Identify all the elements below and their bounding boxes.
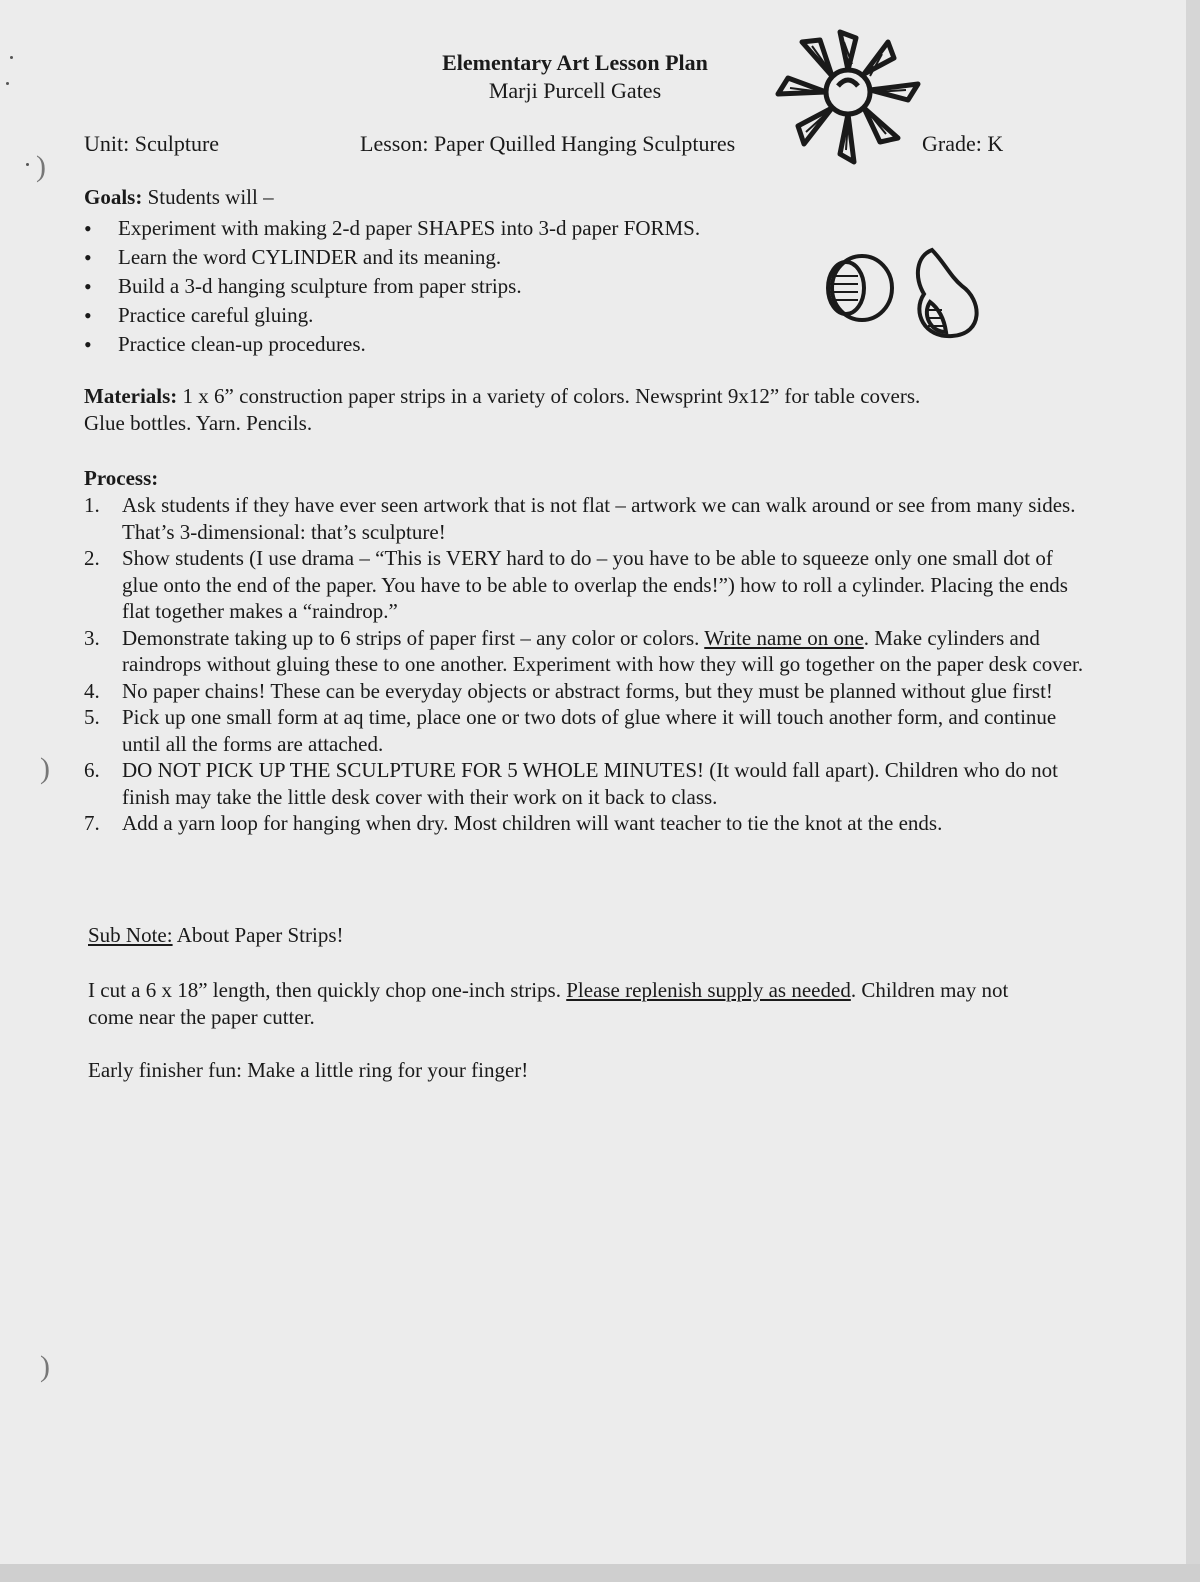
process-step xyxy=(84,704,1084,757)
scanner-edge-right xyxy=(1186,0,1200,1582)
step-text: DO NOT PICK UP THE SCULPTURE FOR 5 WHOLE MINUTES! (It would fall apart). Children who do not finish may take the little desk cover with their work on it back to class. xyxy=(122,758,1059,809)
process-step xyxy=(84,545,1084,625)
sub-note-text-after: . Children may not come near the paper cutter. xyxy=(88,978,1009,1029)
punch-hole-mark: ) xyxy=(40,752,50,785)
step-text: Add a yarn loop for hanging when dry. Most children will want teacher to tie the knot at the ends. xyxy=(122,811,943,835)
materials-line-2: Glue bottles. Yarn. Pencils. xyxy=(84,411,313,435)
sub-note-text-before: I cut a 6 x 18” length, then quickly chop one-inch strips. xyxy=(88,978,567,1002)
goal-item: • Learn the word CYLINDER and its meaning. xyxy=(84,243,844,272)
process-step xyxy=(84,678,1084,705)
process-step xyxy=(84,810,1084,837)
process-section xyxy=(84,492,1084,837)
process-step xyxy=(84,757,1084,810)
scanner-edge-bottom xyxy=(0,1564,1200,1582)
process-list xyxy=(84,492,1084,837)
process-step xyxy=(84,625,1084,678)
punch-hole-mark: ) xyxy=(36,150,46,183)
cylinder-raindrop-drawing-icon xyxy=(812,242,992,346)
sub-note-heading xyxy=(88,922,1048,949)
goal-item: • Build a 3-d hanging sculpture from paper strips. xyxy=(84,272,844,301)
lesson-label: Lesson: Paper Quilled Hanging Sculptures xyxy=(360,131,736,156)
step-text: Ask students if they have ever seen artwork that is not flat – artwork we can walk around or see from many sides. That’s 3-dimensional: that’s sculpture! xyxy=(122,493,1076,544)
punch-hole-mark: ) xyxy=(40,1350,50,1383)
early-finisher-note: Early finisher fun: Make a little ring for your finger! xyxy=(88,1058,529,1082)
materials-label: Materials: xyxy=(84,384,178,408)
step-text-underlined: Write name on one xyxy=(704,625,864,650)
step-number: 7. xyxy=(84,811,100,835)
sub-note-text-underlined: Please replenish supply as needed xyxy=(566,978,851,1002)
step-number: 5. xyxy=(84,705,100,729)
sun-drawing-icon xyxy=(768,14,930,170)
goal-item: • Experiment with making 2-d paper SHAPES into 3-d paper FORMS. xyxy=(84,214,844,243)
step-text: Pick up one small form at aq time, place one or two dots of glue where it will touch another form, and continue until all the forms are attached. xyxy=(122,705,1057,756)
step-number: 2. xyxy=(84,546,100,570)
sub-note-body xyxy=(88,977,1053,1031)
document-author: Marji Purcell Gates xyxy=(488,78,662,103)
document-title: Elementary Art Lesson Plan xyxy=(442,50,708,75)
sub-note-label: Sub Note: xyxy=(88,923,173,947)
step-text-before: Demonstrate taking up to 6 strips of paper first – any color or colors. xyxy=(122,625,705,650)
materials-section xyxy=(84,383,1044,437)
process-label: Process: xyxy=(84,466,159,490)
step-text: Show students (I use drama – “This is VERY hard to do – you have to be able to squeeze only one small dot of glue onto the end of the paper. You have to be able to overlap the ends!”) how to roll a cylinder. Placing the ends flat together makes a “raindrop.” xyxy=(122,546,1068,623)
sub-note-title: About Paper Strips! xyxy=(176,923,344,947)
step-number: 4. xyxy=(84,678,100,703)
goals-section xyxy=(84,185,844,359)
goal-item: • Practice clean-up procedures. xyxy=(84,330,844,359)
scan-speck xyxy=(26,163,29,166)
goals-intro: Students will – xyxy=(147,185,274,209)
step-text: No paper chains! These can be everyday objects or abstract forms, but they must be planned without glue first! xyxy=(122,678,1053,703)
step-number: 6. xyxy=(84,758,100,782)
step-text-after: . Make cylinders and raindrops without gluing these to one another. Experiment with how they will go together on the paper desk cover. xyxy=(122,625,1084,676)
goal-item: • Practice careful gluing. xyxy=(84,301,844,330)
materials-line-1: 1 x 6” construction paper strips in a variety of colors. Newsprint 9x12” for table covers. xyxy=(182,384,921,408)
step-number: 3. xyxy=(84,625,100,650)
goals-list xyxy=(84,214,844,359)
step-number: 1. xyxy=(84,493,100,517)
grade-label: Grade: K xyxy=(922,131,1004,156)
unit-label: Unit: Sculpture xyxy=(84,131,220,156)
process-step xyxy=(84,492,1084,545)
goals-label: Goals: xyxy=(84,185,143,209)
